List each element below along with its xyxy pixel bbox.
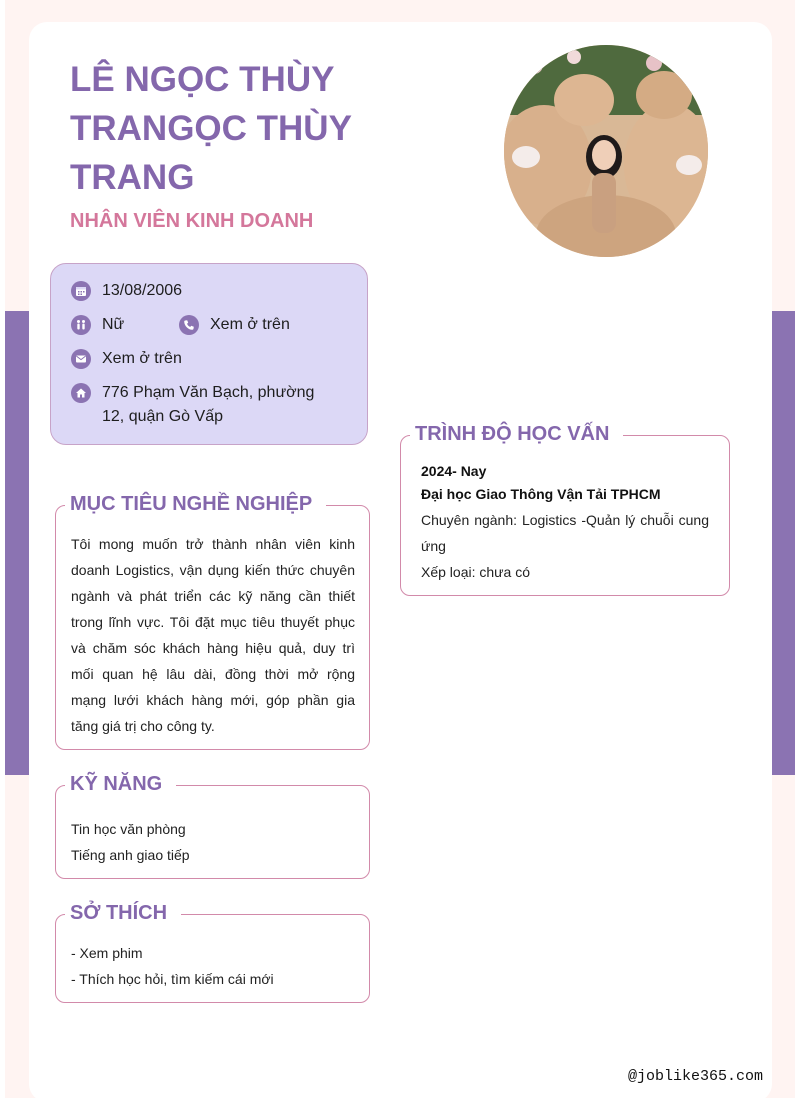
education-major: Chuyên ngành: Logistics -Quản lý chuỗi cung ứng: [421, 512, 709, 554]
hobbies-title: SỞ THÍCH: [65, 899, 181, 927]
phone-value: Xem ở trên: [210, 316, 290, 333]
contact-info-box: [50, 263, 368, 445]
education-title: TRÌNH ĐỘ HỌC VẤN: [410, 420, 623, 448]
profile-photo: [504, 45, 708, 257]
hobby-item: - Xem phim: [71, 945, 143, 961]
gender-value: Nữ: [102, 316, 125, 333]
gender-row: [71, 313, 124, 337]
calendar-icon: [71, 281, 91, 301]
career-objective-text: Tôi mong muốn trở thành nhân viên kinh doanh Logistics, vận dụng kiến thức chuyên ngành và phát triển các kỹ năng cần thiết trong lĩnh vực. Tôi đặt mục tiêu thuyết phục và chăm sóc khách hàng hiệu quả, duy trì mối quan hệ lâu dài, đồng thời mở rộng mạng lưới khách hàng mới, góp phần gia tăng giá trị cho công ty.: [71, 536, 355, 734]
home-icon: [71, 383, 91, 403]
job-title: NHÂN VIÊN KINH DOANH: [70, 210, 314, 232]
candidate-name: LÊ NGỌC THÙY TRANGỌC THÙY TRANG: [70, 60, 352, 197]
career-objective-title: MỤC TIÊU NGHỀ NGHIỆP: [65, 490, 326, 518]
skills-title: KỸ NĂNG: [65, 770, 176, 798]
education-school: Đại học Giao Thông Vận Tải TPHCM: [421, 486, 661, 502]
education-period: 2024- Nay: [421, 463, 487, 479]
site-watermark: @joblike365.com: [628, 1068, 764, 1085]
email-row: [71, 347, 182, 371]
email-value: Xem ở trên: [102, 350, 182, 367]
skill-item: Tin học văn phòng: [71, 821, 186, 837]
career-objective-section: [55, 493, 370, 750]
right-accent-band: [772, 311, 795, 775]
address-value: 776 Phạm Văn Bạch, phường 12, quận Gò Vấp: [102, 384, 315, 425]
phone-row: [179, 313, 290, 337]
address-row: [71, 381, 341, 429]
left-accent-band: [5, 311, 29, 775]
birthdate-row: [71, 279, 182, 303]
hobbies-section: [55, 902, 370, 1003]
education-section: [400, 423, 730, 596]
skills-section: [55, 773, 370, 879]
gender-icon: [71, 315, 91, 335]
hobby-item: - Thích học hỏi, tìm kiếm cái mới: [71, 971, 274, 987]
phone-icon: [179, 315, 199, 335]
envelope-icon: [71, 349, 91, 369]
birthdate-value: 13/08/2006: [102, 282, 183, 299]
profile-photo-illustration: [504, 45, 708, 257]
education-grade: Xếp loại: chưa có: [421, 564, 530, 580]
skill-item: Tiếng anh giao tiếp: [71, 847, 190, 863]
